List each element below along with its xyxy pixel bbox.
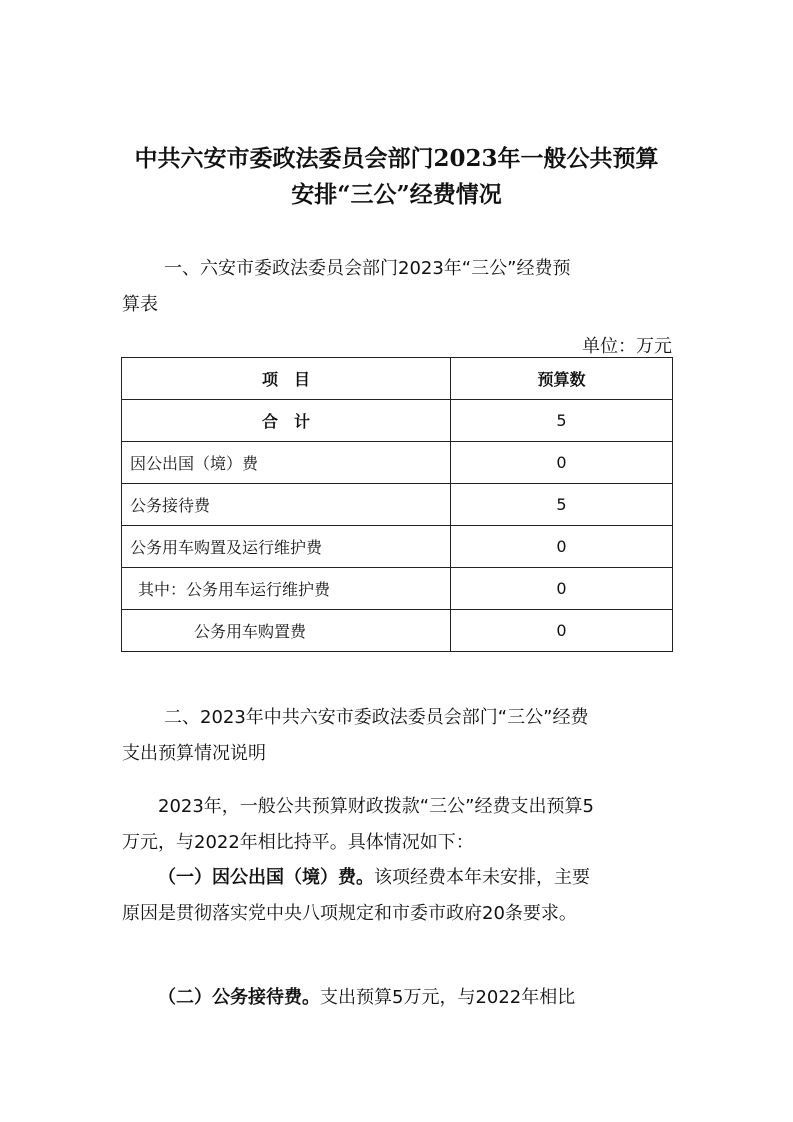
document-title-line-2: 安排“三公”经费情况 <box>291 181 502 208</box>
paragraph-3-text: 支出预算5万元，与2022年相比 <box>320 987 576 1008</box>
unit-label: 单位：万元 <box>582 336 672 357</box>
row-label: 公务用车购置及运行维护费 <box>122 526 451 568</box>
paragraph-1-line-2: 万元，与2022年相比持平。具体情况如下： <box>122 832 474 853</box>
row-label: 公务接待费 <box>122 484 451 526</box>
section-1-heading-line-2: 算表 <box>122 294 158 315</box>
row-label-total: 合 计 <box>122 400 451 442</box>
row-label: 公务用车购置费 <box>122 610 451 652</box>
table-row <box>122 568 673 610</box>
row-value: 0 <box>451 610 673 652</box>
row-label: 因公出国（境）费 <box>122 442 451 484</box>
budget-table <box>121 357 673 652</box>
table-row <box>122 484 673 526</box>
paragraph-3-line-1 <box>122 980 674 1016</box>
table-header-row <box>122 358 673 400</box>
paragraph-3 <box>122 980 674 1016</box>
paragraph-2-text: 该项经费本年未安排，主要 <box>374 867 590 888</box>
table-row <box>122 610 673 652</box>
paragraph-1-line-1: 2023年，一般公共预算财政拨款“三公”经费支出预算5 <box>158 796 594 817</box>
header-item: 项 目 <box>122 358 451 400</box>
table-row <box>122 526 673 568</box>
paragraph-2-line-1 <box>122 860 674 896</box>
table-row <box>122 400 673 442</box>
document-title-line-1: 中共六安市委政法委员会部门2023年一般公共预算 <box>134 145 659 172</box>
paragraph-2-bold-heading: （一）因公出国（境）费。 <box>158 867 374 888</box>
section-1-heading-line-1: 一、六安市委政法委员会部门2023年“三公”经费预 <box>164 258 571 279</box>
row-value: 0 <box>451 526 673 568</box>
section-2-heading-line-2: 支出预算情况说明 <box>122 743 266 764</box>
section-2-heading-line-1: 二、2023年中共六安市委政法委员会部门“三公”经费 <box>164 707 589 728</box>
section-1-heading <box>122 251 674 323</box>
row-label: 其中：公务用车运行维护费 <box>122 568 451 610</box>
row-value: 0 <box>451 568 673 610</box>
header-budget: 预算数 <box>451 358 673 400</box>
paragraph-2 <box>122 860 674 932</box>
paragraph-2-line-2: 原因是贯彻落实党中央八项规定和市委市政府20条要求。 <box>122 903 577 924</box>
paragraph-3-bold-heading: （二）公务接待费。 <box>158 987 320 1008</box>
row-value: 5 <box>451 484 673 526</box>
section-2-heading <box>122 700 674 772</box>
table-row <box>122 442 673 484</box>
paragraph-1 <box>122 789 674 861</box>
row-value: 5 <box>451 400 673 442</box>
row-value: 0 <box>451 442 673 484</box>
